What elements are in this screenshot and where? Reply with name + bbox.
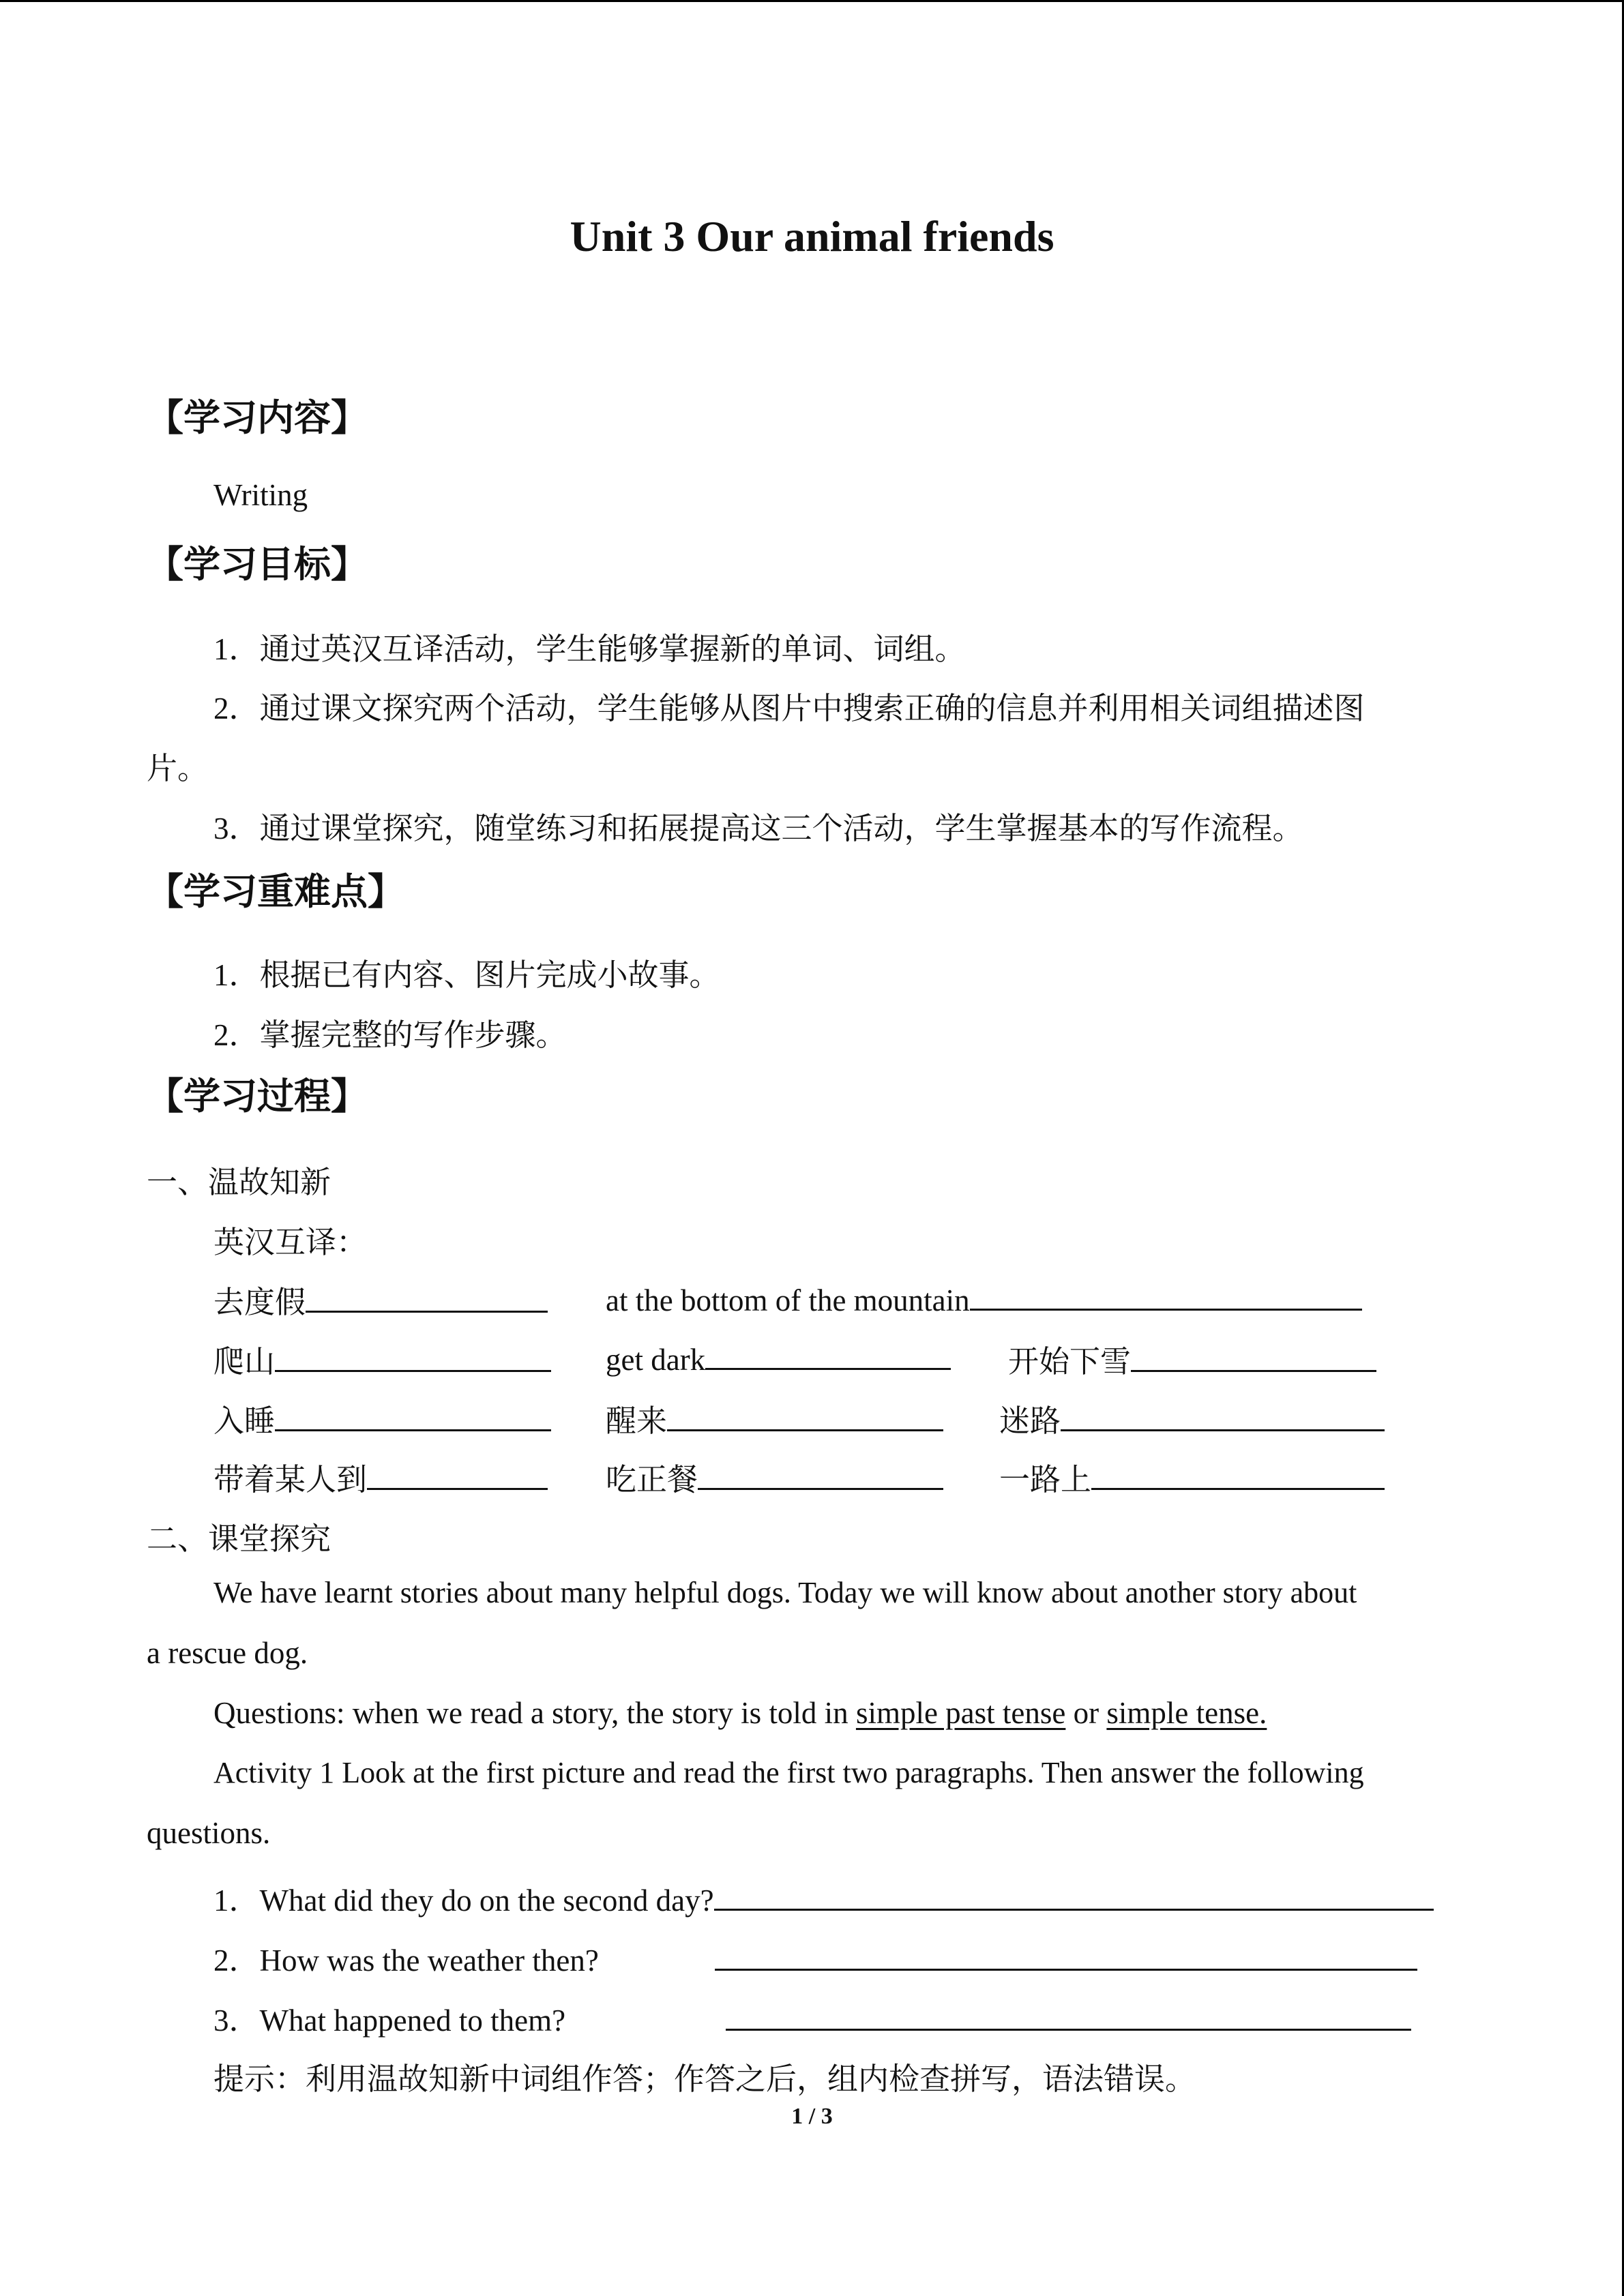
key-point-item: 2．掌握完整的写作步骤。 bbox=[213, 1018, 567, 1052]
heading-learning-process: 【学习过程】 bbox=[147, 1075, 368, 1118]
translation-item: 爬山 bbox=[213, 1337, 551, 1381]
answer-blank[interactable] bbox=[306, 1279, 548, 1313]
part2-intro: We have learnt stories about many helpful dogs. Today we will know about another story about bbox=[213, 1576, 1357, 1609]
translation-item: 带着某人到 bbox=[213, 1455, 548, 1499]
answer-blank[interactable] bbox=[275, 1339, 551, 1372]
goal-item: 3．通过课堂探究，随堂练习和拓展提高这三个活动，学生掌握基本的写作流程。 bbox=[213, 811, 1303, 846]
learning-content-text: Writing bbox=[213, 478, 308, 512]
answer-blank[interactable] bbox=[970, 1277, 1362, 1311]
part1-instruction: 英汉互译： bbox=[213, 1225, 368, 1259]
key-point-item: 1．根据已有内容、图片完成小故事。 bbox=[213, 958, 720, 992]
question-item: 3．What happened to them? bbox=[213, 1995, 1411, 2040]
translation-item: 醒来 bbox=[606, 1396, 943, 1440]
translation-item: 迷路 bbox=[999, 1396, 1385, 1440]
activity-instruction: Activity 1 Look at the first picture and read the first two paragraphs. Then answer the following bbox=[213, 1756, 1364, 1789]
heading-learning-content: 【学习内容】 bbox=[147, 396, 368, 439]
document-title: Unit 3 Our animal friends bbox=[570, 212, 1054, 260]
tip-text: 提示：利用温故知新中词组作答；作答之后，组内检查拼写，语法错误。 bbox=[213, 2062, 1196, 2096]
translation-item: 一路上 bbox=[999, 1455, 1385, 1499]
heading-key-points: 【学习重难点】 bbox=[147, 870, 404, 913]
translation-item: at the bottom of the mountain bbox=[606, 1277, 1362, 1318]
translation-item: 入睡 bbox=[213, 1396, 551, 1440]
goal-item-continued: 片。 bbox=[147, 751, 209, 786]
question-item: 1．What did they do on the second day? bbox=[213, 1875, 1434, 1920]
answer-blank[interactable] bbox=[726, 1997, 1411, 2031]
question-item: 2．How was the weather then? bbox=[213, 1935, 1417, 1980]
answer-blank[interactable] bbox=[667, 1398, 943, 1431]
answer-blank[interactable] bbox=[1131, 1339, 1376, 1372]
part1-heading: 一、温故知新 bbox=[147, 1165, 331, 1199]
answer-blank[interactable] bbox=[275, 1398, 551, 1431]
page-border-top bbox=[0, 0, 1624, 2]
activity-instruction-continued: questions. bbox=[147, 1816, 271, 1850]
part2-heading: 二、课堂探究 bbox=[147, 1522, 331, 1556]
answer-blank[interactable] bbox=[715, 1937, 1417, 1971]
tense-answer-1: simple past tense bbox=[855, 1696, 1066, 1730]
goal-item: 1．通过英汉互译活动，学生能够掌握新的单词、词组。 bbox=[213, 632, 966, 666]
answer-blank[interactable] bbox=[714, 1877, 1434, 1911]
translation-item: 去度假 bbox=[213, 1277, 548, 1322]
answer-blank[interactable] bbox=[705, 1337, 951, 1370]
answer-blank[interactable] bbox=[1091, 1457, 1385, 1490]
translation-item: 吃正餐 bbox=[606, 1455, 943, 1499]
goal-item: 2．通过课文探究两个活动，学生能够从图片中搜索正确的信息并利用相关词组描述图 bbox=[213, 691, 1365, 726]
translation-item: get dark bbox=[606, 1337, 951, 1377]
tense-answer-2: simple tense. bbox=[1106, 1696, 1267, 1730]
part2-intro-continued: a rescue dog. bbox=[147, 1636, 308, 1670]
tense-question: Questions: when we read a story, the story is told in simple past tense or simple tense. bbox=[213, 1696, 1267, 1730]
heading-learning-goals: 【学习目标】 bbox=[147, 543, 368, 586]
answer-blank[interactable] bbox=[1061, 1398, 1385, 1431]
answer-blank[interactable] bbox=[698, 1457, 943, 1490]
answer-blank[interactable] bbox=[367, 1457, 548, 1490]
translation-item: 开始下雪 bbox=[1008, 1337, 1376, 1381]
page-number: 1 / 3 bbox=[791, 2104, 833, 2129]
